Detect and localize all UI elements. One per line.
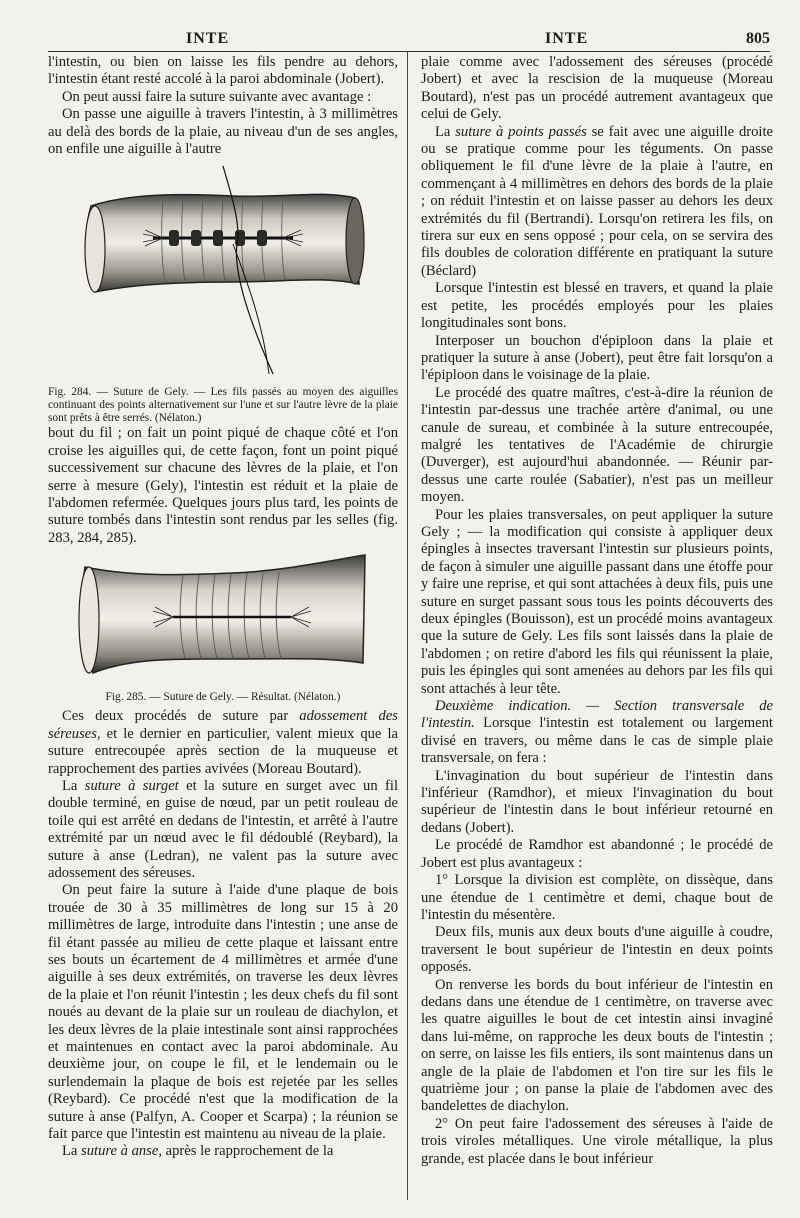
paragraph: 1° Lorsque la division est complète, on dissèque, dans une étendue de 1 centimètre et demi, chaque bout de l'intestin du mésentère. <box>421 872 773 923</box>
paragraph <box>48 708 398 778</box>
page-number: 805 <box>746 30 770 47</box>
text-run: se fait avec une aiguille droite ou se pratique comme pour les téguments. On passe obliquement le fil d'une lèvre de la plaie à l'autre, en commençant à 4 millimètres en dehors des bords de la plaie ; on réduit l'intestin et on laisse passer au dehors les deux extrémités du fil (Bertrandi). Lorsqu'on retirera les fils, on tirera sur eux en sens opposé ; pour cela, on se servira des fils doubles de coloration différente en pratiquant la suture (Béclard) <box>421 123 773 279</box>
paragraph: Le procédé de Ramdhor est abandonné ; le procédé de Jobert est plus avantageux : <box>421 837 773 871</box>
text-run: , après le rapprochement de la <box>158 1143 334 1160</box>
header-rule <box>48 51 770 52</box>
italic-term: suture à surget <box>84 777 179 794</box>
italic-term: suture à anse <box>81 1143 159 1160</box>
paragraph: On passe une aiguille à travers l'intestin, à 3 millimètres au delà des bords de la plaie, au niveau d'un de ses angles, on enfile une aiguille à l'autre <box>48 106 398 158</box>
section-heading: Deuxième indication. — Section transversale de l'intestin. <box>421 698 773 732</box>
text-run: La <box>62 1143 82 1160</box>
paragraph <box>421 698 773 768</box>
paragraph: L'invagination du bout supérieur de l'intestin dans l'inférieur (Ramdhor), et mieux l'invagination du bout supérieur de l'intestin dans le bout inférieur retourné en dedans (Jobert). <box>421 767 773 836</box>
paragraph: On renverse les bords du bout inférieur de l'intestin en dedans dans une étendue de 1 centimètre, on traverse avec les quatre aiguilles le bout de cet intestin ainsi invaginé dans lui-même, on rapproche les deux bouts de l'intestin ; on serre, on laisse les fils entiers, ils sont maintenus dans un angle de la plaie de l'abdomen et l'on tire sur les fils le quatrième jour ; on panse la plaie de l'abdomen avec des bandelettes de diachylon. <box>421 976 773 1115</box>
text-run: La <box>435 123 456 140</box>
paragraph: On peut aussi faire la suture suivante avec avantage : <box>62 88 372 105</box>
italic-term: suture à points passés <box>455 123 587 140</box>
paragraph: On peut faire la suture à l'aide d'une plaque de bois trouée de 30 à 35 millimètres de long sur 15 à 20 millimètres de large, introduite dans l'intestin ; une anse de fil étant passée au milieu de cette plaque et laissant entre ses bouts un écartement de 4 millimètres et armée d'une aiguille à ses deux extrémités, on traverse les deux lèvres de la plaie et l'on réunit l'intestin ; les deux chefs du fil sont noués au devant de la plaie sur un rouleau de diachylon, et les deux lèvres de la plaie intestinale sont ainsi rapprochées et maintenues en contact avec la paroi abdominale. Au deuxième jour, on coupe le fil, et le lendemain ou le surlendemain la plaque de bois est rejetée par les selles (Reybard). Ce procédé n'est que la modification de la suture à anse (Palfyn, A. Cooper et Scarpa) ; la réunion se fait parce que l'intestin est maintenu au niveau de la plaie. <box>48 882 398 1143</box>
figure-285 <box>48 553 398 687</box>
column-divider <box>407 52 408 1200</box>
paragraph <box>421 124 773 281</box>
figure-285-caption: Fig. 285. — Suture de Gely. — Résultat. (Nélaton.) <box>105 691 341 704</box>
paragraph: Le procédé des quatre maîtres, c'est-à-dire la réunion de l'intestin par-dessus une trachée artère d'animal, ou une canule de sureau, et combinée à la suture entrecoupée, malgré les tentatives de l'Académie de chirurgie (Duverger), est aujourd'hui abandonnée. — Réunir par-dessus une carte roulée (Sabatier), n'est pas un meilleur moyen. <box>421 384 773 506</box>
text-run: et la suture en surget avec un fil double terminé, en guise de nœud, par un petit rouleau de toile qui est arrêté en dedans de l'intestin, et arrêté à l'autre extrémité par un nœud avec le fil dédoublé (Reybard), la suture à anse (Ledran), ne valent pas la suture avec adossement des séreuses. <box>48 777 398 881</box>
paragraph: l'intestin, ou bien on laisse les fils pendre au dehors, l'intestin étant resté accolé à la paroi abdominale (Jobert). <box>48 54 398 88</box>
paragraph <box>48 778 398 882</box>
paragraph: Lorsque l'intestin est blessé en travers, et quand la plaie est petite, les procédés employés pour les plaies longitudinales sont bons. <box>421 280 773 332</box>
text-run: La <box>62 777 85 794</box>
paragraph <box>48 1143 398 1160</box>
figure-284-caption: Fig. 284. — Suture de Gely. — Les fils passés au moyen des aiguilles continuant des points alternativement sur l'une et sur l'autre lèvre de la plaie sont prêts à être serrés. (Nélaton.) <box>48 386 398 425</box>
intestine-suture-illustration <box>73 164 373 378</box>
text-run: , et le dernier en particulier, valent mieux que la suture entrecoupée après section de la muqueuse et rapprochement des parties avivées (Moreau Boutard). <box>48 725 398 777</box>
paragraph: plaie comme avec l'adossement des séreuses (procédé Jobert) et avec la rescision de la muqueuse (Moreau Boutard), n'est pas un procédé autrement avantageux que celui de Gely. <box>421 54 773 123</box>
figure-284 <box>48 164 398 382</box>
paragraph: Pour les plaies transversales, on peut appliquer la suture Gely ; — la modification qui consiste à appliquer deux épingles à insectes traversant l'intestin sur plusieurs points, de façon à simuler une aiguille passant dans une étoffe pour y faire une reprise, et qui sont attachées à deux fils, puis une suture en surget passant sous tous les points découverts des deux épingles (Bouisson), est un procédé moins avantageux que la suture de Gely. Les fils sont laissés dans la plaie de l'abdomen ; on retire d'abord les fils qui réunissent la plaie, puis les épingles qui sont amenées au dehors par les fils qui sont attachés à leur tête. <box>421 506 773 697</box>
paragraph: 2° On peut faire l'adossement des séreuses à l'aide de trois viroles métalliques. Une virole métallique, la plus grande, est placée dans le bout inférieur <box>421 1115 773 1167</box>
text-run: Lorsque l'intestin est totalement ou largement divisé en travers, ou même dans le cas de simple plaie transversale, on fera : <box>421 715 773 767</box>
header-center-word: INTE <box>545 30 589 47</box>
paragraph: bout du fil ; on fait un point piqué de chaque côté et l'on croise les aiguilles qui, de cette façon, font un point piqué successivement sur chacune des lèvres de la plaie, et l'on serre à mesure (Gely), l'intestin est réduit et la plaie de l'abdomen refermée. Quelques jours plus tard, les points de suture tombés dans l'intestin sont rendus par les selles (fig. 283, 284, 285). <box>48 425 398 546</box>
running-header <box>48 26 770 52</box>
right-column <box>421 54 773 1168</box>
paragraph: Interposer un bouchon d'épiploon dans la plaie et pratiquer la suture à anse (Jobert), peut être fait lorsqu'on a l'épiploon dans le voisinage de la plaie. <box>421 332 773 384</box>
left-column <box>48 54 398 1161</box>
italic-term: adossement des séreuses <box>48 708 398 742</box>
intestine-suture-result-illustration <box>73 553 373 683</box>
text-run: Ces deux procédés de suture par <box>62 708 300 725</box>
paragraph: Deux fils, munis aux deux bouts d'une aiguille à coudre, traversent le bout supérieur de l'intestin en deux points opposés. <box>421 924 773 976</box>
header-left-word: INTE <box>186 30 230 47</box>
